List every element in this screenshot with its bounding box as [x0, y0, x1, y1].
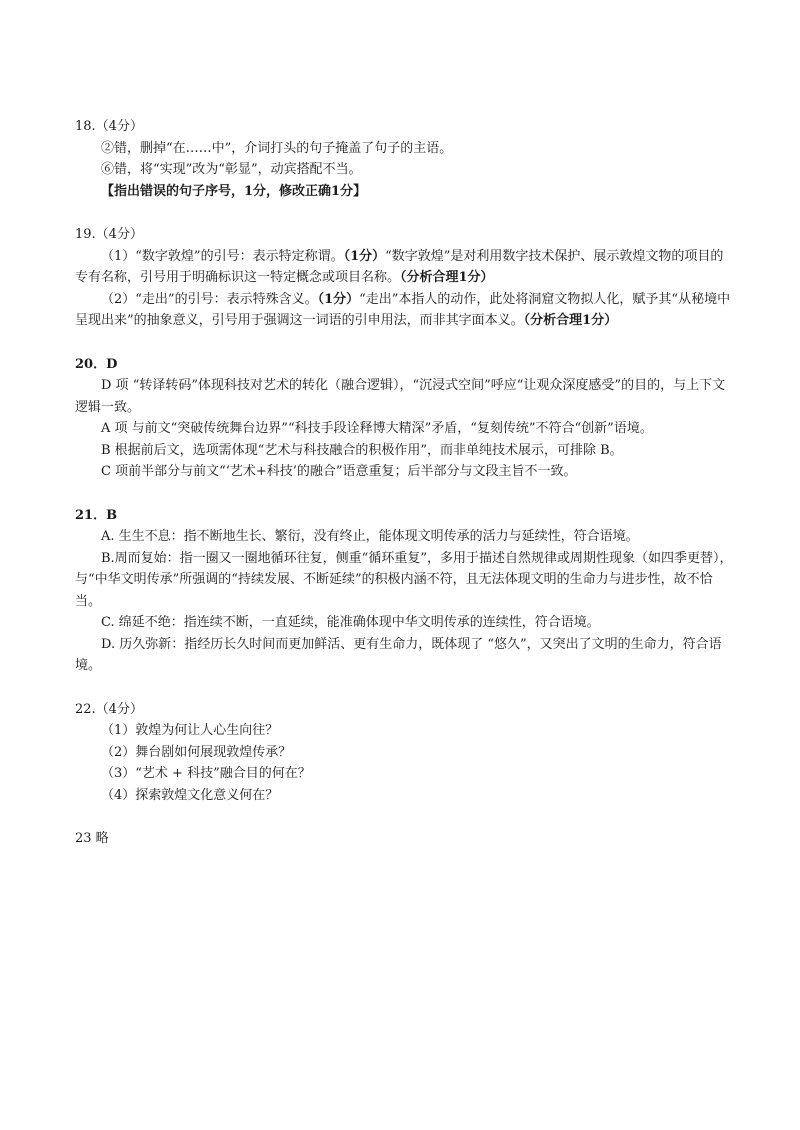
question-18-line-1: ②错，删掉“在……中”，介词打头的句子掩盖了句子的主语。 [101, 140, 453, 156]
question-19-paragraph-2 [75, 289, 735, 332]
question-19 [75, 224, 735, 332]
question-21-option-a: A. 生生不息：指不断地生长、繁衍，没有终止，能体现文明传承的活力与延续性，符合语境。 [101, 529, 639, 544]
question-19-p1-text-b: “数字敦煌”是对利用数字技术保护、展示敦煌文物的项目的专有名称，引号用于明确标识这一特定概念或项目名称。 [75, 248, 724, 285]
question-21-header: 21．B [75, 507, 118, 523]
question-20-header: 20．D [75, 356, 118, 372]
question-21 [75, 505, 735, 677]
question-20-option-a: A 项 与前文“突破传统舞台边界”“科技手段诠释博大精深”矛盾，“复刻传统”不符合“创新”语境。 [101, 421, 653, 436]
question-22-item-3: （3）“艺术 + 科技”融合目的何在？ [101, 766, 311, 781]
question-18 [75, 116, 735, 202]
question-20 [75, 354, 735, 483]
question-19-p2-text-b: “走出”本指人的动作，此处将洞窟文物拟人化，赋予其“从秘境中呈现出来”的抽象意义，引号用于强调这一词语的引申用法，而非其字面本义。 [75, 291, 731, 328]
question-20-option-c: C 项前半部分与前文“‘艺术+科技’的融合”语意重复；后半部分与文段主旨不一致。 [101, 464, 577, 479]
question-23-header: 23 略 [75, 831, 109, 846]
question-19-paragraph-1 [75, 246, 735, 289]
question-18-line-2: ⑥错，将“实现”改为“彰显”，动宾搭配不当。 [101, 162, 362, 177]
question-18-scoring-note: 【指出错误的句子序号，1分，修改正确1分】 [101, 183, 367, 199]
question-22-header: 22.（4分） [75, 701, 143, 717]
question-19-p1-points-a: （1分） [343, 248, 386, 264]
question-21-option-c: C. 绵延不绝：指连续不断，一直延续，能准确体现中华文明传承的连续性，符合语境。 [101, 615, 600, 630]
question-18-header: 18.（4分） [75, 119, 143, 134]
question-19-p1-text-a: （1）“数字敦煌”的引号：表示特定称谓。 [101, 248, 344, 264]
question-21-option-b: B.周而复始：指一圈又一圈地循环往复，侧重“循环重复”，多用于描述自然规律或周期性现象（如四季更替），与“中华文明传承”所强调的“持续发展、不断延续”的积极内涵不符，且无法体现文明的生命力与进步性，故不恰当。 [75, 550, 733, 609]
spacer [75, 483, 735, 505]
question-22-item-2: （2）舞台剧如何展现敦煌传承？ [101, 744, 292, 760]
question-19-p1-points-b: （分析合理1分） [400, 270, 494, 285]
spacer [75, 332, 735, 354]
spacer [75, 677, 735, 699]
spacer [75, 202, 735, 224]
question-19-p2-points-a: （1分） [317, 291, 360, 307]
question-20-option-b: B 根据前后文，选项需体现“艺术与科技融合的积极作用”，而非单纯技术展示，可排除 B。 [101, 442, 623, 458]
question-22 [75, 699, 735, 807]
answer-page [75, 116, 735, 850]
question-20-option-d: D 项 “转译转码”体现科技对艺术的转化（融合逻辑），“沉浸式空间”呼应“让观众深度感受”的目的，与上下文逻辑一致。 [75, 378, 726, 415]
question-21-option-d: D. 历久弥新：指经历长久时间而更加鲜活、更有生命力，既体现了 “悠久”，又突出了文明的生命力，符合语境。 [75, 636, 722, 673]
question-19-p2-text-a: （2）“走出”的引号：表示特殊含义。 [101, 291, 318, 307]
question-22-item-1: （1）敦煌为何让人心生向往？ [101, 723, 279, 738]
question-22-item-4: （4）探索敦煌文化意义何在？ [101, 787, 279, 803]
spacer [75, 806, 735, 828]
question-19-p2-points-b: （分析合理1分） [523, 313, 618, 328]
question-23 [75, 828, 735, 850]
question-19-header: 19.（4分） [75, 227, 143, 242]
